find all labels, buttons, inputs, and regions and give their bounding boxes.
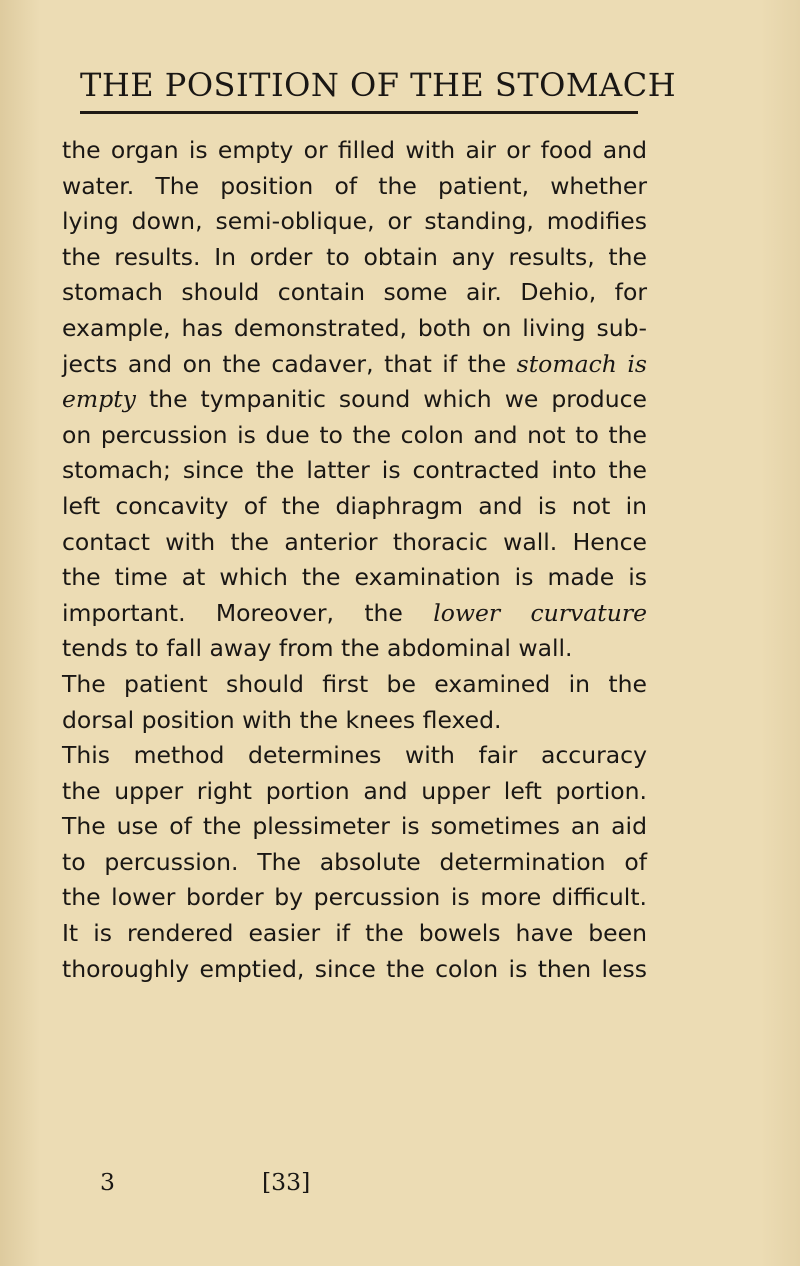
text-run: important. Moreover, the: [62, 598, 434, 627]
text-line: the organ is empty or filled with air or food and: [62, 136, 647, 164]
text-line: stomach should contain some air. Dehio, for: [62, 278, 647, 307]
text-line: lying down, semi-oblique, or standing, modifies: [62, 207, 647, 236]
running-head: THE POSITION OF THE STOMACH: [80, 66, 677, 104]
italic-run: empty: [62, 385, 136, 414]
text-run: the tympanitic sound which we produce: [135, 385, 647, 414]
signature-mark: 3: [100, 1168, 115, 1196]
text-line: the upper right portion and upper left portion.: [62, 776, 647, 805]
text-line: water. The position of the patient, whether: [62, 171, 647, 200]
text-line: left concavity of the diaphragm and is not in: [62, 491, 647, 520]
text-line: contact with the anterior thoracic wall. Hence: [62, 527, 647, 556]
text-line: on percussion is due to the colon and not to the: [62, 420, 647, 449]
text-line: thoroughly emptied, since the colon is then less: [62, 954, 647, 983]
text-line: [62, 596, 647, 632]
page-number: [33]: [262, 1168, 311, 1196]
text-line: the results. In order to obtain any results, the: [62, 242, 647, 271]
text-line: This method determines with fair accuracy: [62, 741, 647, 770]
text-line: tends to fall away from the abdominal wall.: [62, 634, 573, 663]
text-line: dorsal position with the knees flexed.: [62, 705, 502, 734]
text-line: It is rendered easier if the bowels have been: [62, 919, 647, 948]
italic-run: stomach is: [516, 349, 647, 378]
text-run: jects and on the cadaver, that if the: [62, 349, 517, 378]
text-line: [62, 382, 647, 418]
header-rule: [80, 111, 638, 114]
text-line: The use of the plessimeter is sometimes an aid: [62, 812, 647, 841]
text-line: the time at which the examination is made is: [62, 563, 647, 592]
text-line: example, has demonstrated, both on living sub-: [62, 313, 647, 342]
text-line: the lower border by percussion is more difficult.: [62, 883, 647, 912]
italic-run: lower curvature: [433, 598, 647, 627]
text-line: stomach; since the latter is contracted into the: [62, 456, 647, 485]
body-text: [62, 133, 647, 987]
text-line: to percussion. The absolute determination of: [62, 847, 647, 876]
text-line: [62, 347, 647, 383]
text-line: The patient should first be examined in the: [62, 669, 647, 698]
